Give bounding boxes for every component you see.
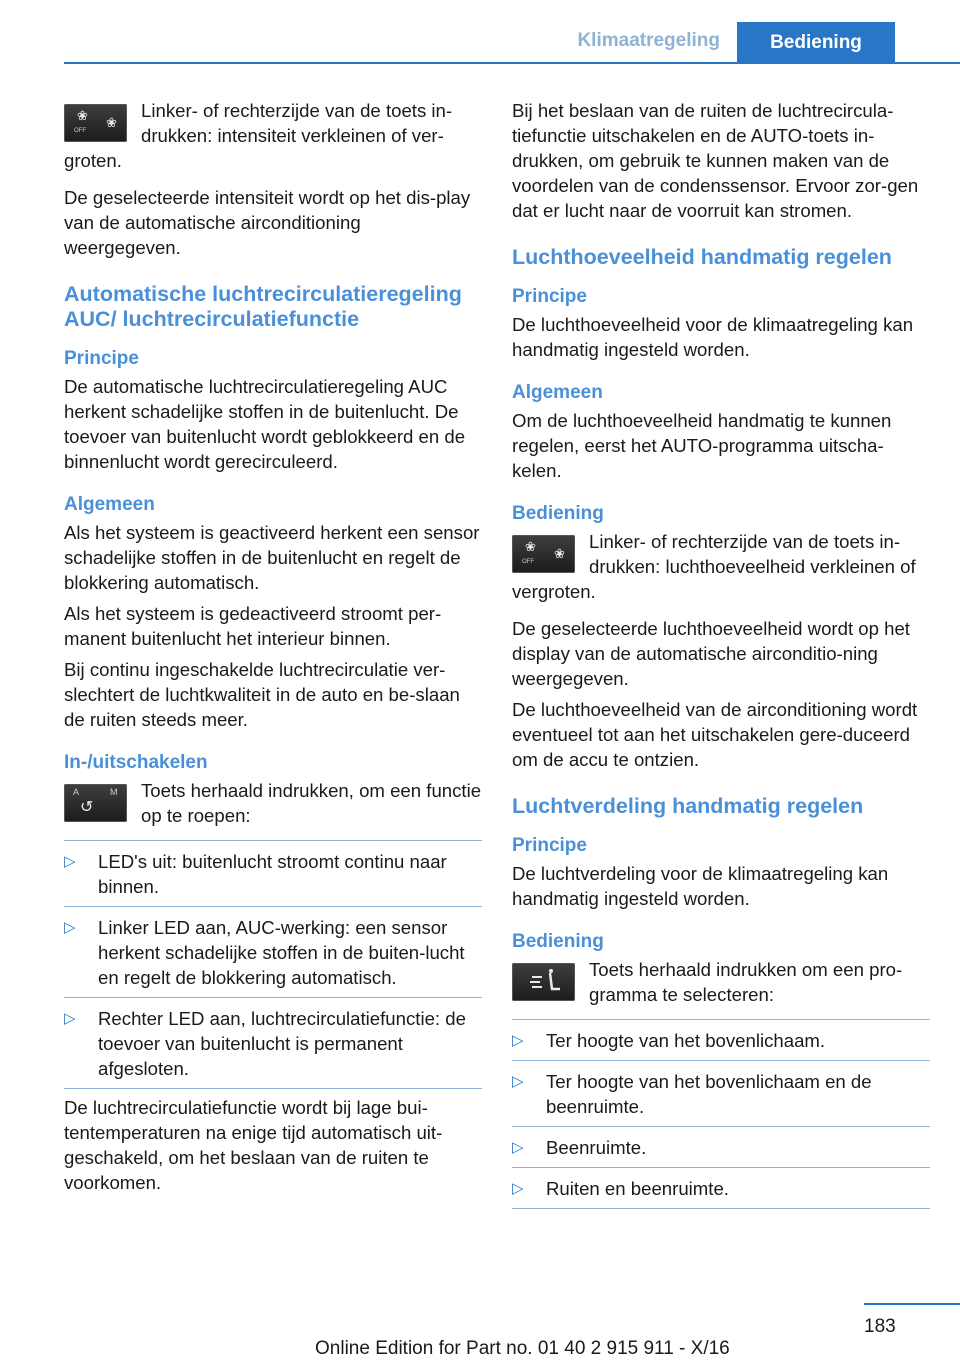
list-item: ▷ Ter hoogte van het bovenlichaam.	[512, 1019, 930, 1061]
page-header	[0, 0, 960, 62]
text: De geselecteerde intensiteit wordt op het dis-play van de automatische airconditioning weergegeven.	[64, 187, 471, 258]
text: Toets herhaald indrukken om een pro-gramma te selecteren:	[589, 959, 903, 1005]
text: Linker- of rechterzijde van de toets in-drukken: intensiteit verkleinen of ver-groten.	[64, 100, 453, 171]
text: Als het systeem is gedeactiveerd stroomt per-manent buitenlucht het interieur binnen.	[64, 603, 442, 649]
recirc-button-paragraph	[64, 778, 482, 828]
subheading-algemeen: Algemeen	[64, 494, 155, 515]
fan-icon: ❀	[554, 546, 565, 561]
seat-airflow-icon	[512, 963, 575, 1001]
fan-speed-button-icon	[64, 104, 127, 142]
heading-auc: Automatische luchtrecirculatieregeling AUC/ luchtrecirculatiefunctie	[64, 282, 462, 331]
list-item: ▷ LED's uit: buitenlucht stroomt continu naar binnen.	[64, 840, 482, 907]
list-item: ▷ Linker LED aan, AUC-werking: een sensor herkent schadelijke stoffen in de buiten-lucht en regelt de blokkering automatisch.	[64, 907, 482, 998]
text: Bij continu ingeschakelde luchtrecirculatie ver-slechtert de luchtkwaliteit in de auto en be-slaan de ruiten steeds meer.	[64, 659, 460, 730]
subheading-bediening: Bediening	[512, 503, 604, 524]
fan-button-paragraph	[64, 98, 482, 173]
text: Linker- of rechterzijde van de toets in-drukken: luchthoeveelheid verkleinen of vergroten.	[512, 531, 916, 602]
fan-icon: ❀	[77, 108, 88, 123]
subheading-algemeen: Algemeen	[512, 382, 603, 403]
chapter-tab: Bediening	[737, 22, 895, 64]
text: De luchtverdeling voor de klimaatregeling kan handmatig ingesteld worden.	[512, 863, 889, 909]
list-item: ▷ Beenruimte.	[512, 1127, 930, 1168]
edition-text: Online Edition for Part no. 01 40 2 915 911 - X/16	[315, 1338, 730, 1359]
right-column	[512, 98, 930, 1215]
fan-icon: ❀	[525, 539, 536, 554]
text: Bij het beslaan van de ruiten de luchtrecircula-tiefunctie uitschakelen en de AUTO-toets in-drukken, om gebruik te kunnen maken van de voordelen van de condenssensor. Ervoor zor-gen dat er lucht naar de voorruit kan stromen.	[512, 100, 919, 221]
text: De luchtrecirculatiefunctie wordt bij lage bui-tentemperaturen na enige tijd automatisch uit-geschakeld, om het beslaan van de ruiten te voorkomen.	[64, 1097, 443, 1193]
fan-button-paragraph	[512, 529, 930, 604]
car-recirculation-icon: ↺	[80, 799, 94, 816]
text: De automatische luchtrecirculatieregeling AUC herkent schadelijke stoffen in de buitenlucht. De toevoer van buitenlucht wordt geblokkeerd en de binnenlucht wordt gerecirculeerd.	[64, 376, 466, 472]
recirculation-button-icon	[64, 784, 127, 822]
off-label: OFF	[74, 128, 86, 134]
section-title: Klimaatregeling	[577, 30, 720, 51]
led-list	[64, 840, 482, 1089]
off-label: OFF	[522, 559, 534, 565]
text: Als het systeem is geactiveerd herkent een sensor schadelijke stoffen in de buitenlucht en regelt de blokkering automatisch.	[64, 522, 480, 593]
subheading-principe: Principe	[64, 348, 139, 369]
air-distribution-button-icon	[512, 963, 575, 1001]
subheading-principe: Principe	[512, 286, 587, 307]
a-label: A	[73, 787, 80, 797]
list-item: ▷ Ter hoogte van het bovenlichaam en de beenruimte.	[512, 1061, 930, 1127]
program-list	[512, 1019, 930, 1209]
m-label: M	[110, 787, 118, 797]
left-column	[64, 98, 482, 1207]
text: De luchthoeveelheid van de airconditioning wordt eventueel tot aan het uitschakelen gere-duceerd om de accu te ontzien.	[512, 699, 918, 770]
list-item: ▷ Rechter LED aan, luchtrecirculatiefunctie: de toevoer van buitenlucht is permanent afgesloten.	[64, 998, 482, 1089]
text: De luchthoeveelheid voor de klimaatregeling kan handmatig ingesteld worden.	[512, 314, 914, 360]
subheading-principe: Principe	[512, 835, 587, 856]
subheading-bediening: Bediening	[512, 931, 604, 952]
air-distribution-paragraph	[512, 957, 930, 1007]
heading-luchtverdeling: Luchtverdeling handmatig regelen	[512, 794, 864, 818]
header-rule	[64, 62, 960, 64]
fan-speed-button-icon	[512, 535, 575, 573]
fan-icon: ❀	[106, 115, 117, 130]
page-number: 183	[864, 1316, 896, 1337]
footer-rule	[864, 1303, 960, 1305]
text: Om de luchthoeveelheid handmatig te kunnen regelen, eerst het AUTO-programma uitscha-kelen.	[512, 410, 892, 481]
list-item: ▷ Ruiten en beenruimte.	[512, 1168, 930, 1209]
text: De geselecteerde luchthoeveelheid wordt op het display van de automatische airconditio-ning weergegeven.	[512, 618, 910, 689]
subheading-in-uitschakelen: In-/uitschakelen	[64, 752, 208, 773]
heading-luchthoeveelheid: Luchthoeveelheid handmatig regelen	[512, 245, 892, 269]
text: Toets herhaald indrukken, om een functie op te roepen:	[141, 780, 482, 826]
